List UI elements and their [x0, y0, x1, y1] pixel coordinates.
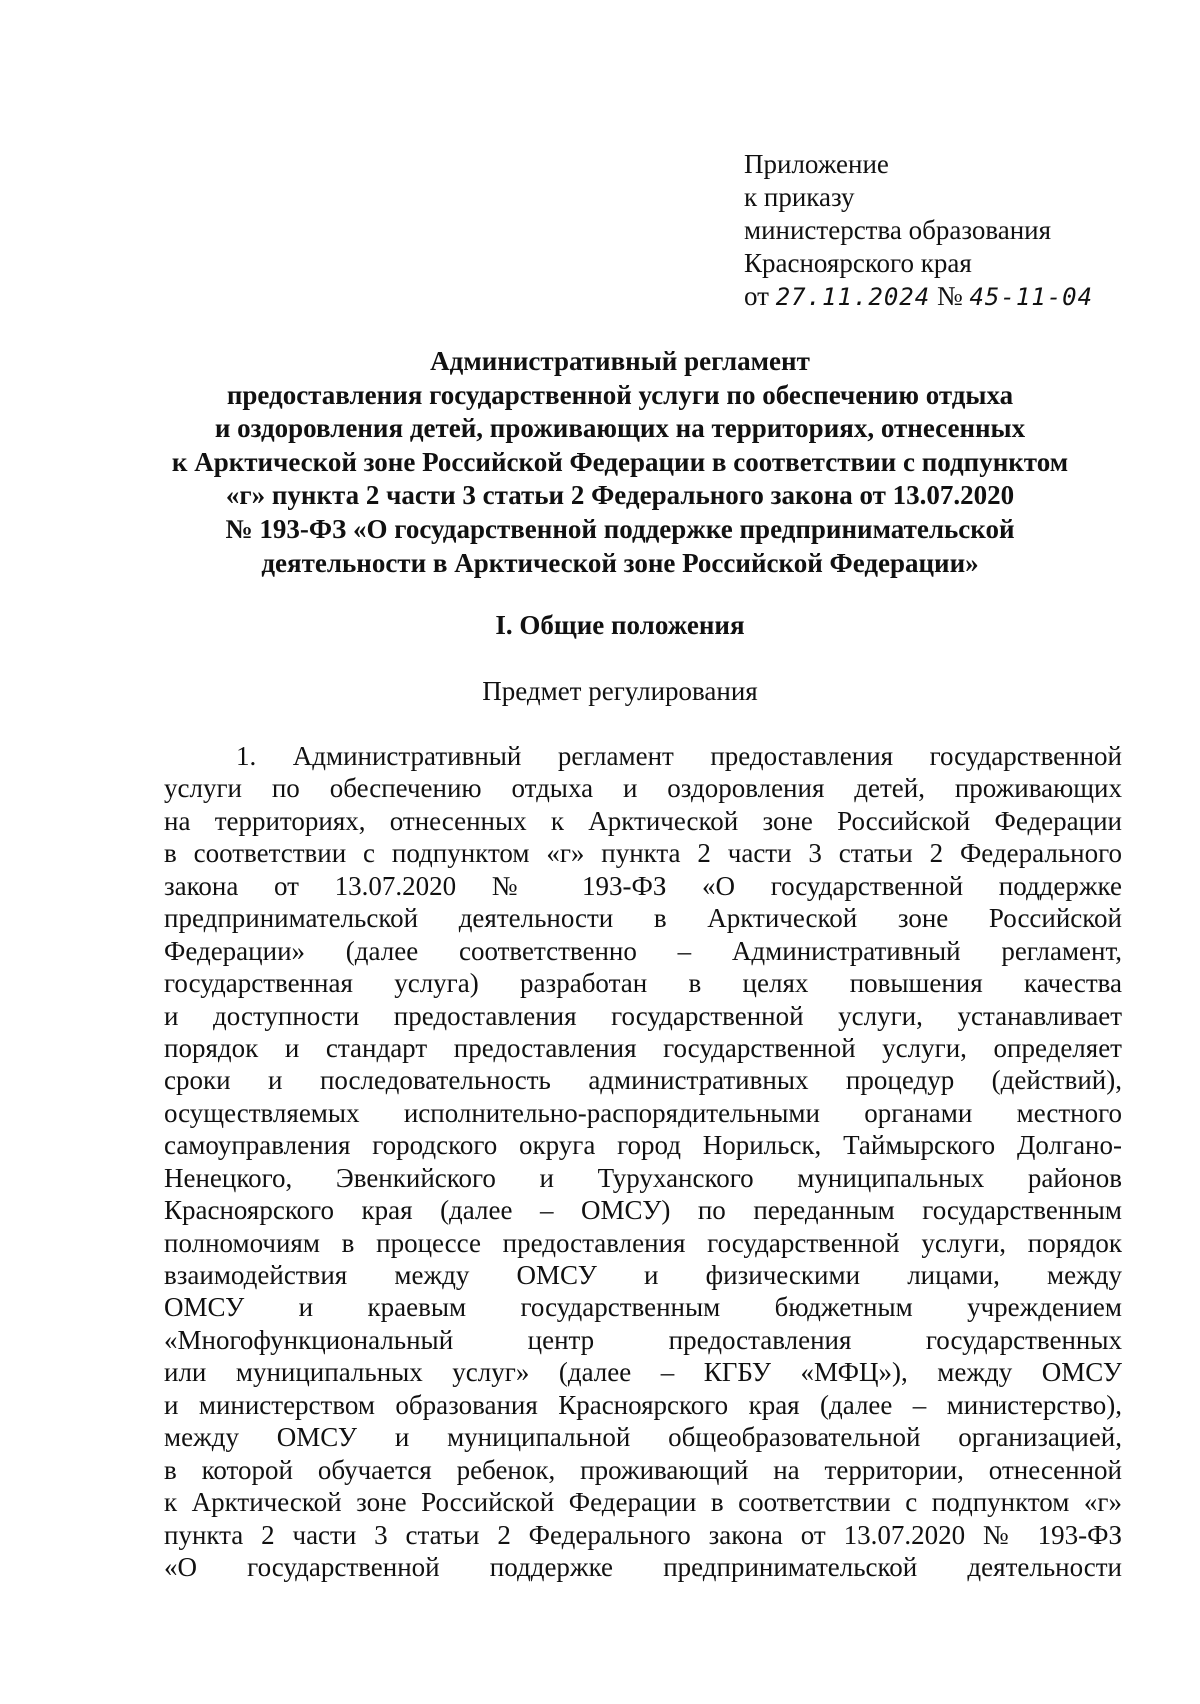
body-line: государственная услуга) разработан в целях повышения качества: [164, 968, 1122, 999]
order-date: 27.11.2024: [775, 283, 931, 311]
body-line: взаимодействия между ОМСУ и физическими лицами, между: [164, 1260, 1122, 1290]
body-line: или муниципальных услуг» (далее – КГБУ «МФЦ»), между ОМСУ: [164, 1357, 1122, 1388]
title-line: предоставления государственной услуги по обеспечению отдыха: [226, 379, 1014, 410]
body-line: сроки и последовательность административных процедур (действий),: [164, 1065, 1122, 1096]
body-line: предпринимательской деятельности в Арктической зоне Российской: [164, 903, 1122, 934]
body-line: закона от 13.07.2020 № 193-ФЗ «О государственной поддержке: [164, 870, 1122, 901]
title-line: № 193-ФЗ «О государственной поддержке предпринимательской: [225, 513, 1015, 544]
body-line: осуществляемых исполнительно-распорядительными органами местного: [164, 1097, 1122, 1128]
body-line: ОМСУ и краевым государственным бюджетным учреждением: [164, 1292, 1122, 1323]
body-line: Федерации» (далее соответственно – Административный регламент,: [164, 935, 1122, 966]
body-line: полномочиям в процессе предоставления государственной услуги, порядок: [164, 1227, 1122, 1258]
body-line: 1. Административный регламент предоставления государственной: [236, 741, 1122, 771]
body-line: и министерством образования Красноярского края (далее – министерство),: [164, 1389, 1122, 1420]
appendix-date-line: [744, 280, 1093, 314]
title-line: и оздоровления детей, проживающих на территориях, отнесенных: [214, 413, 1026, 444]
title-line: «г» пункта 2 части 3 статьи 2 Федерального закона от 13.07.2020: [225, 480, 1015, 511]
appendix-line: Приложение: [744, 149, 889, 179]
body-line: на территориях, отнесенных к Арктической зоне Российской Федерации: [164, 805, 1122, 836]
body-line: самоуправления городского округа город Норильск, Таймырского Долгано-: [164, 1130, 1122, 1161]
body-paragraph: [164, 740, 1122, 1583]
title-line: к Арктической зоне Российской Федерации в соответствии с подпунктом: [171, 446, 1069, 477]
section-subheading: Предмет регулирования: [482, 676, 758, 706]
body-line: услуги по обеспечению отдыха и оздоровления детей, проживающих: [164, 773, 1122, 804]
appendix-line: к приказу: [744, 182, 855, 212]
appendix-line: министерства образования: [744, 215, 1052, 245]
body-line: Красноярского края (далее – ОМСУ) по переданным государственным: [164, 1195, 1122, 1226]
body-line: в которой обучается ребенок, проживающий на территории, отнесенной: [164, 1454, 1122, 1485]
appendix-line: Красноярского края: [744, 248, 972, 278]
title-line: Административный регламент: [430, 346, 810, 376]
title-line: деятельности в Арктической зоне Российской Федерации»: [261, 547, 979, 578]
body-line: в соответствии с подпунктом «г» пункта 2 части 3 статьи 2 Федерального: [164, 838, 1122, 869]
section-heading: I. Общие положения: [495, 610, 745, 640]
body-line: порядок и стандарт предоставления государственной услуги, определяет: [164, 1032, 1122, 1063]
body-line: между ОМСУ и муниципальной общеобразовательной организацией,: [164, 1422, 1122, 1453]
appendix-block: [744, 148, 1093, 314]
body-line: пункта 2 части 3 статьи 2 Федерального закона от 13.07.2020 № 193-ФЗ: [164, 1519, 1122, 1550]
body-line: «О государственной поддержке предпринимательской деятельности: [164, 1551, 1122, 1582]
body-line: «Многофункциональный центр предоставления государственных: [164, 1324, 1122, 1355]
document-title: [120, 345, 1120, 580]
body-line: и доступности предоставления государственной услуги, устанавливает: [164, 1000, 1122, 1031]
body-line: Ненецкого, Эвенкийского и Туруханского муниципальных районов: [164, 1162, 1122, 1193]
date-prefix: от: [744, 281, 769, 311]
body-line: к Арктической зоне Российской Федерации в соответствии с подпунктом «г»: [164, 1487, 1122, 1518]
order-number: 45-11-04: [969, 283, 1094, 311]
number-sign: №: [936, 281, 963, 311]
